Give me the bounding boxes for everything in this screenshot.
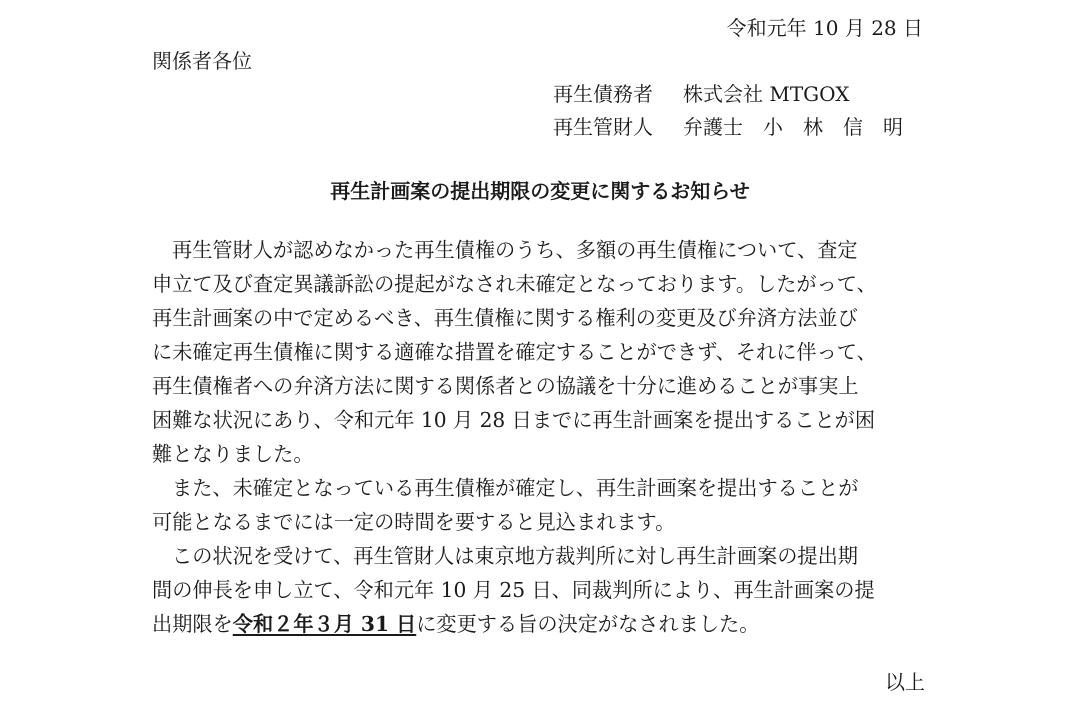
- sender-debtor: [553, 78, 849, 107]
- body-line: 困難な状況にあり、令和元年 10 月 28 日までに再生計画案を提出することが困: [152, 408, 876, 432]
- debtor-name: 株式会社 MTGOX: [683, 82, 850, 106]
- body-text-suffix: に変更する旨の決定がなされました。: [416, 612, 760, 636]
- deadline-emphasis: 令和２年３月 31 日: [232, 612, 417, 636]
- body-line: 可能となるまでには一定の時間を要すると見込まれます。: [152, 510, 676, 534]
- trustee-name: 弁護士 小 林 信 明: [683, 115, 903, 139]
- body-line-last: [152, 607, 927, 641]
- trustee-role: 再生管財人: [553, 115, 653, 139]
- body-line: また、未確定となっている再生債権が確定し、再生計画案を提出することが: [172, 476, 859, 500]
- body-line: 難となりました。: [152, 442, 314, 466]
- closing-remark: 以上: [885, 670, 925, 694]
- body-line: 再生債権者への弁済方法に関する関係者との協議を十分に進めることが事実上: [152, 374, 859, 398]
- body-text: [152, 233, 927, 641]
- body-line: に未確定再生債権に関する適確な措置を確定することができず、それに伴って、: [152, 340, 877, 364]
- body-line: 再生計画案の中で定めるべき、再生債権に関する権利の変更及び弁済方法並び: [152, 306, 858, 330]
- body-line: 再生管財人が認めなかった再生債権のうち、多額の再生債権について、査定: [172, 238, 858, 262]
- debtor-role: 再生債務者: [553, 82, 653, 106]
- document-title: 再生計画案の提出期限の変更に関するお知らせ: [330, 179, 750, 203]
- body-line: 間の伸長を申し立て、令和元年 10 月 25 日、同裁判所により、再生計画案の提: [152, 578, 875, 602]
- body-line: この状況を受けて、再生管財人は東京地方裁判所に対し再生計画案の提出期: [172, 544, 858, 568]
- body-line: 申立て及び査定異議訴訟の提起がなされ未確定となっております。したがって、: [152, 272, 877, 296]
- sender-trustee: [553, 111, 903, 140]
- document-date: 令和元年 10 月 28 日: [726, 16, 923, 40]
- body-text-prefix: 出期限を: [152, 612, 233, 636]
- addressee: 関係者各位: [152, 49, 252, 73]
